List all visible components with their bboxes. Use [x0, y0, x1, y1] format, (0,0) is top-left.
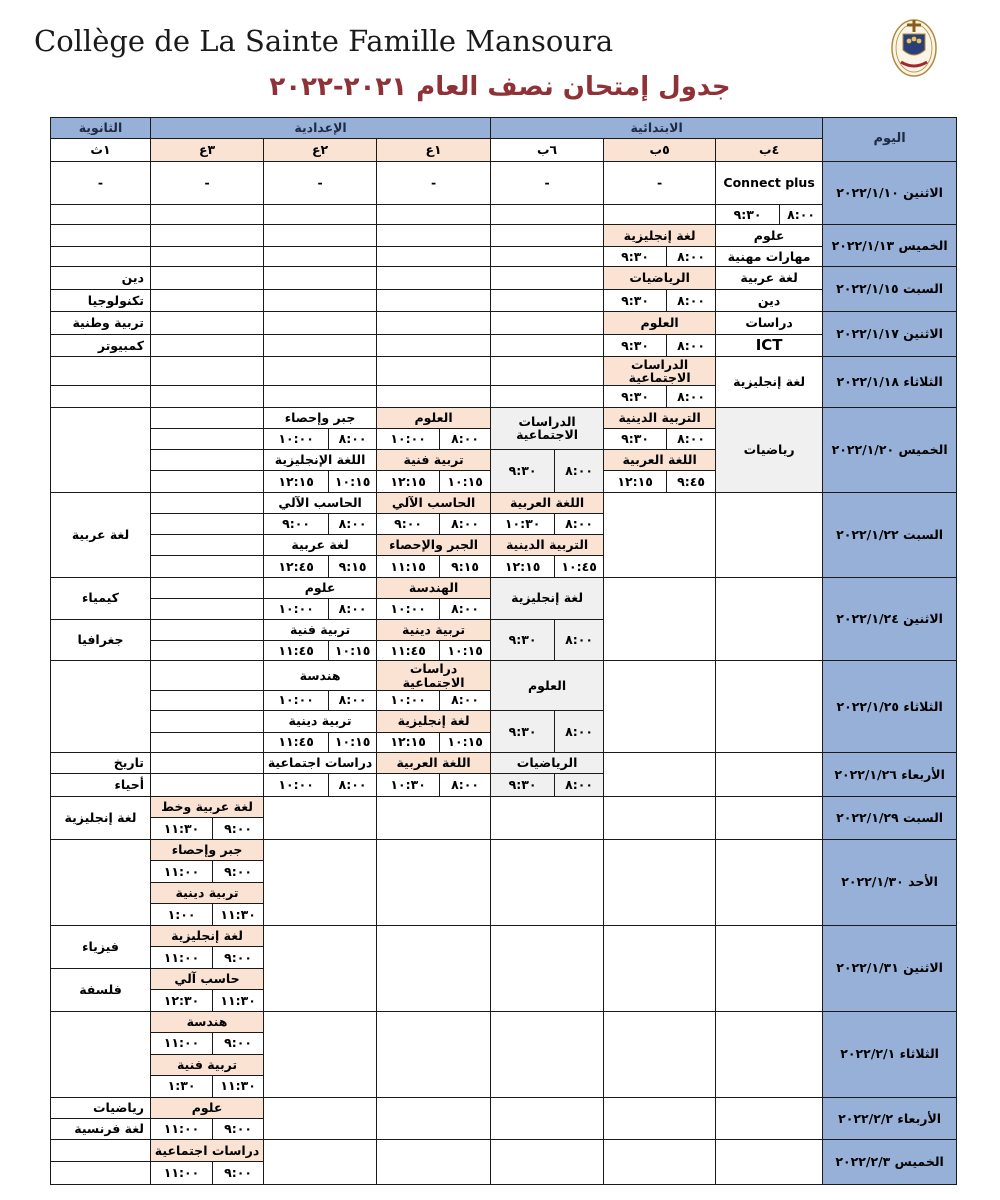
day-label: الأربعاء ٢٠٢٢/١/٢٦: [823, 752, 957, 796]
cell-time: ١٠:٠٠: [264, 599, 329, 619]
cell-subject: الرياضيات: [491, 752, 604, 773]
cell-time: ٨:٠٠: [667, 246, 716, 266]
cell-empty: [264, 925, 377, 1011]
cell-time: ٩:٠٠: [213, 818, 264, 839]
cell-empty: [377, 839, 491, 925]
day-label: الخميس ٢٠٢٢/١/١٣: [823, 225, 957, 267]
cell-time: ١١:٣٠: [213, 1076, 264, 1097]
cell-empty: [51, 204, 151, 224]
cell-empty: [377, 334, 491, 357]
cell-time: ٩:٣٠: [604, 246, 667, 266]
cell-empty: [264, 289, 377, 312]
cell-empty: [151, 225, 264, 246]
cell-empty: [491, 334, 604, 357]
cell-subject: التربية الدينية: [491, 534, 604, 555]
cell-time: ١٢:٤٥: [264, 556, 329, 577]
cell-time: ٨:٠٠: [329, 690, 377, 710]
cell-time: ٩:٤٥: [667, 471, 716, 492]
cell-time: ٨:٠٠: [780, 204, 823, 224]
cell-subject: دراسات اجتماعية: [151, 1140, 264, 1161]
cell-subject: تكنولوجيا: [51, 289, 151, 312]
cell-time: ١١:٠٠: [151, 1118, 213, 1139]
cell-empty: [151, 357, 264, 386]
day-label: الخميس ٢٠٢٢/٢/٣: [823, 1140, 957, 1185]
cell-time: ١٠:١٥: [329, 732, 377, 752]
cell-empty: [491, 246, 604, 266]
cell-dash: -: [151, 161, 264, 204]
grade-header-6b: ٦ب: [491, 139, 604, 162]
cell-empty: [264, 386, 377, 407]
cell-subject: جبر وإحصاء: [264, 407, 377, 428]
cell-time: ١٠:١٥: [329, 641, 377, 661]
cell-subject: تربية دينية: [264, 711, 377, 732]
cell-time: ٨:٠٠: [440, 690, 491, 710]
cell-time: ١٢:١٥: [491, 556, 555, 577]
cell-time: ١١:٤٥: [264, 732, 329, 752]
cell-subject: الحاسب الآلي: [264, 492, 377, 513]
day-column-header: اليوم: [823, 118, 957, 162]
cell-subject: دين: [51, 267, 151, 290]
cell-time: ٨:٠٠: [440, 774, 491, 797]
cell-time: ١٢:٣٠: [151, 990, 213, 1011]
school-name: Collège de La Sainte Famille Mansoura: [34, 24, 614, 58]
cell-empty: [151, 312, 264, 335]
cell-empty: [151, 711, 264, 732]
cell-time: ١٠:١٥: [329, 471, 377, 492]
cell-empty: [377, 386, 491, 407]
cell-time: ١٠:٣٠: [377, 774, 440, 797]
cell-empty: [151, 690, 264, 710]
cell-empty: [716, 1011, 823, 1097]
cell-subject: الرياضيات: [604, 267, 716, 290]
cell-subject: هندسة: [151, 1011, 264, 1032]
day-label: الاثنين ٢٠٢٢/١/١٧: [823, 312, 957, 357]
day-label: الأربعاء ٢٠٢٢/٢/٢: [823, 1097, 957, 1140]
cell-subject: دراسات اجتماعية: [264, 752, 377, 773]
cell-time: ٨:٠٠: [555, 449, 604, 492]
cell-empty: [377, 267, 491, 290]
cell-subject: تربية دينية: [151, 882, 264, 903]
grade-header-4b: ٤ب: [716, 139, 823, 162]
cell-time: ١٠:٠٠: [264, 429, 329, 449]
cell-time: ٩:٠٠: [213, 947, 264, 968]
cell-subject: رياضيات: [51, 1097, 151, 1118]
cell-subject: اللغة العربية: [604, 449, 716, 470]
cell-time: ١٠:١٥: [440, 641, 491, 661]
cell-empty: [264, 839, 377, 925]
cell-empty: [51, 407, 151, 492]
cell-empty: [377, 312, 491, 335]
cell-time: ٩:٣٠: [491, 711, 555, 753]
cell-empty: [491, 267, 604, 290]
cell-empty: [491, 312, 604, 335]
cell-time: ١١:٠٠: [151, 1033, 213, 1054]
cell-empty: [604, 204, 716, 224]
cell-empty: [604, 661, 716, 753]
cell-empty: [491, 1011, 604, 1097]
cell-empty: [491, 386, 604, 407]
cell-empty: [377, 225, 491, 246]
cell-empty: [716, 1140, 823, 1185]
cell-empty: [716, 752, 823, 796]
cell-subject: كيمياء: [51, 577, 151, 619]
cell-time: ١٠:٠٠: [377, 429, 440, 449]
cell-subject: الدراسات الاجتماعية: [604, 357, 716, 386]
cell-empty: [491, 839, 604, 925]
cell-time: ٩:٣٠: [604, 334, 667, 357]
cell-subject: رياضيات: [716, 407, 823, 492]
cell-time: ١٢:١٥: [377, 732, 440, 752]
grade-header-5b: ٥ب: [604, 139, 716, 162]
cell-time: ١٠:٤٥: [555, 556, 604, 577]
stage-header-secondary: الثانوية: [51, 118, 151, 139]
cell-time: ٨:٠٠: [440, 429, 491, 449]
cell-time: ٨:٠٠: [555, 514, 604, 534]
cell-empty: [377, 246, 491, 266]
cell-empty: [377, 1097, 491, 1140]
day-label: الثلاثاء ٢٠٢٢/١/٢٥: [823, 661, 957, 753]
cell-time: ١٠:٠٠: [377, 599, 440, 619]
cell-time: ٨:٠٠: [329, 429, 377, 449]
cell-time: ١١:٤٥: [377, 641, 440, 661]
cell-empty: [377, 357, 491, 386]
cell-subject: الهندسة: [377, 577, 491, 598]
cell-subject: كمبيوتر: [51, 334, 151, 357]
cell-time: ١١:٤٥: [264, 641, 329, 661]
cell-empty: [151, 449, 264, 470]
cell-empty: [264, 796, 377, 839]
cell-empty: [264, 225, 377, 246]
day-label: الأحد ٢٠٢٢/١/٣٠: [823, 839, 957, 925]
cell-subject: حاسب آلي: [151, 968, 264, 989]
cell-subject: تربية فنية: [264, 619, 377, 640]
cell-empty: [151, 534, 264, 555]
cell-time: ٨:٠٠: [667, 429, 716, 449]
cell-subject: دين: [716, 289, 823, 312]
cell-empty: [491, 925, 604, 1011]
cell-empty: [264, 1097, 377, 1140]
cell-subject: لغة عربية وخط: [151, 796, 264, 817]
cell-subject: العلوم: [604, 312, 716, 335]
grade-header-1s: ١ث: [51, 139, 151, 162]
cell-empty: [604, 1140, 716, 1185]
cell-empty: [491, 204, 604, 224]
day-label: السبت ٢٠٢٢/١/٢٢: [823, 492, 957, 577]
cell-empty: [604, 577, 716, 661]
cell-subject: Connect plus: [716, 161, 823, 204]
cell-empty: [151, 556, 264, 577]
cell-empty: [151, 407, 264, 428]
cell-subject: ICT: [716, 334, 823, 357]
grade-header-1p: ١ع: [377, 139, 491, 162]
cell-empty: [377, 289, 491, 312]
cell-subject: الدراسات الاجتماعية: [491, 407, 604, 449]
cell-time: ٩:٠٠: [213, 1161, 264, 1184]
cell-time: ٩:٣٠: [716, 204, 780, 224]
cell-empty: [604, 752, 716, 796]
cell-empty: [264, 334, 377, 357]
cell-empty: [151, 204, 264, 224]
cell-time: ١٠:١٥: [440, 732, 491, 752]
cell-time: ٨:٠٠: [329, 514, 377, 534]
cell-empty: [51, 357, 151, 386]
cell-empty: [151, 386, 264, 407]
cell-empty: [51, 1161, 151, 1184]
cell-time: ٨:٠٠: [440, 599, 491, 619]
cell-time: ٩:٣٠: [604, 429, 667, 449]
cell-empty: [491, 1097, 604, 1140]
cell-empty: [51, 839, 151, 925]
cell-time: ١١:٠٠: [151, 947, 213, 968]
cell-empty: [151, 429, 264, 449]
cell-empty: [716, 661, 823, 753]
cell-empty: [264, 204, 377, 224]
cell-empty: [491, 1140, 604, 1185]
cell-time: ٩:٣٠: [491, 619, 555, 661]
cell-empty: [51, 661, 151, 753]
cell-empty: [491, 225, 604, 246]
cell-subject: التربية الدينية: [604, 407, 716, 428]
cell-time: ٨:٠٠: [440, 514, 491, 534]
cell-subject: دراسات الاجتماعية: [377, 661, 491, 690]
day-label: الاثنين ٢٠٢٢/١/٣١: [823, 925, 957, 1011]
cell-empty: [264, 357, 377, 386]
cell-empty: [491, 289, 604, 312]
cell-subject: العلوم: [377, 407, 491, 428]
cell-subject: فيزياء: [51, 925, 151, 968]
cell-subject: أحياء: [51, 774, 151, 797]
cell-empty: [51, 386, 151, 407]
cell-empty: [716, 1097, 823, 1140]
cell-time: ٨:٠٠: [329, 599, 377, 619]
cell-empty: [51, 246, 151, 266]
cell-time: ٨:٠٠: [667, 386, 716, 407]
day-label: السبت ٢٠٢٢/١/٢٩: [823, 796, 957, 839]
cell-subject: العلوم: [491, 661, 604, 711]
cell-time: ١٠:١٥: [440, 471, 491, 492]
cell-subject: علوم: [264, 577, 377, 598]
cell-time: ٩:١٥: [329, 556, 377, 577]
page-title: جدول إمتحان نصف العام ٢٠٢١-٢٠٢٢: [269, 72, 731, 102]
cell-empty: [604, 492, 716, 577]
cell-empty: [151, 492, 264, 513]
cell-time: ١١:٣٠: [213, 904, 264, 925]
cell-dash: -: [491, 161, 604, 204]
cell-empty: [151, 577, 264, 598]
cell-subject: لغة فرنسية: [51, 1118, 151, 1139]
cell-subject: اللغة العربية: [377, 752, 491, 773]
cell-subject: الجبر والإحصاء: [377, 534, 491, 555]
cell-time: ١١:٣٠: [151, 818, 213, 839]
cell-subject: تربية فنية: [151, 1054, 264, 1075]
cell-time: ١:٠٠: [151, 904, 213, 925]
cell-time: ١٢:١٥: [377, 471, 440, 492]
cell-time: ٨:٠٠: [555, 711, 604, 753]
cell-subject: لغة إنجليزية: [51, 796, 151, 839]
cell-subject: تربية وطنية: [51, 312, 151, 335]
cell-empty: [716, 839, 823, 925]
day-label: السبت ٢٠٢٢/١/١٥: [823, 267, 957, 312]
day-label: الاثنين ٢٠٢٢/١/٢٤: [823, 577, 957, 661]
cell-subject: تربية فنية: [377, 449, 491, 470]
cell-empty: [151, 246, 264, 266]
cell-empty: [151, 514, 264, 534]
cell-empty: [491, 357, 604, 386]
day-label: الثلاثاء ٢٠٢٢/٢/١: [823, 1011, 957, 1097]
cell-time: ٨:٠٠: [555, 619, 604, 661]
cell-subject: لغة إنجليزية: [604, 225, 716, 246]
cell-empty: [264, 312, 377, 335]
cell-empty: [151, 732, 264, 752]
cell-empty: [716, 925, 823, 1011]
cell-empty: [491, 796, 604, 839]
cell-time: ٩:٣٠: [604, 289, 667, 312]
cell-subject: لغة إنجليزية: [716, 357, 823, 408]
cell-subject: مهارات مهنية: [716, 246, 823, 266]
cell-time: ١٢:١٥: [264, 471, 329, 492]
cell-empty: [151, 752, 264, 773]
cell-time: ٩:١٥: [440, 556, 491, 577]
cell-empty: [151, 641, 264, 661]
stage-header-primary: الابتدائية: [491, 118, 823, 139]
cell-subject: جبر وإحصاء: [151, 839, 264, 860]
cell-time: ١١:٠٠: [151, 1161, 213, 1184]
cell-empty: [377, 796, 491, 839]
cell-empty: [151, 774, 264, 797]
cell-empty: [264, 1011, 377, 1097]
cell-empty: [264, 267, 377, 290]
cell-empty: [151, 471, 264, 492]
cell-time: ٨:٠٠: [555, 774, 604, 797]
stage-header-preparatory: الإعدادية: [151, 118, 491, 139]
cell-subject: لغة عربية: [716, 267, 823, 290]
day-label: الثلاثاء ٢٠٢٢/١/١٨: [823, 357, 957, 408]
cell-time: ١:٣٠: [151, 1076, 213, 1097]
cell-empty: [716, 577, 823, 661]
cell-time: ١١:١٥: [377, 556, 440, 577]
cell-empty: [377, 1140, 491, 1185]
cell-empty: [377, 204, 491, 224]
cell-dash: -: [604, 161, 716, 204]
cell-subject: جغرافيا: [51, 619, 151, 661]
cell-time: ٩:٠٠: [264, 514, 329, 534]
exam-timetable: [50, 117, 957, 1185]
cell-empty: [604, 839, 716, 925]
cell-time: ٩:٠٠: [213, 861, 264, 882]
cell-time: ١٠:٣٠: [491, 514, 555, 534]
cell-time: ١١:٠٠: [151, 861, 213, 882]
cell-time: ٩:٠٠: [377, 514, 440, 534]
cell-time: ٨:٠٠: [667, 334, 716, 357]
cell-time: ٨:٠٠: [329, 774, 377, 797]
cell-time: ١٠:٠٠: [377, 690, 440, 710]
cell-empty: [264, 1140, 377, 1185]
cell-empty: [604, 1097, 716, 1140]
cell-empty: [604, 1011, 716, 1097]
cell-dash: -: [377, 161, 491, 204]
cell-time: ١٠:٠٠: [264, 774, 329, 797]
day-label: الاثنين ٢٠٢٢/١/١٠: [823, 161, 957, 224]
cell-time: ٩:٠٠: [213, 1033, 264, 1054]
cell-time: ٩:٣٠: [604, 386, 667, 407]
cell-empty: [51, 1011, 151, 1097]
cell-empty: [151, 599, 264, 619]
cell-empty: [377, 925, 491, 1011]
cell-subject: علوم: [716, 225, 823, 246]
cell-empty: [604, 925, 716, 1011]
cell-subject: تاريخ: [51, 752, 151, 773]
cell-empty: [716, 492, 823, 577]
cell-subject: اللغة الإنجليزية: [264, 449, 377, 470]
cell-empty: [604, 796, 716, 839]
cell-empty: [151, 334, 264, 357]
cell-empty: [151, 289, 264, 312]
cell-dash: -: [264, 161, 377, 204]
cell-subject: لغة إنجليزية: [491, 577, 604, 619]
cell-empty: [716, 796, 823, 839]
cell-subject: هندسة: [264, 661, 377, 690]
cell-empty: [51, 225, 151, 246]
cell-time: ١٠:٠٠: [264, 690, 329, 710]
cell-subject: فلسفة: [51, 968, 151, 1011]
grade-header-3p: ٣ع: [151, 139, 264, 162]
cell-subject: لغة إنجليزية: [151, 925, 264, 946]
cell-empty: [264, 246, 377, 266]
cell-empty: [151, 619, 264, 640]
cell-time: ٨:٠٠: [667, 289, 716, 312]
cell-subject: لغة إنجليزية: [377, 711, 491, 732]
cell-time: ٩:٠٠: [213, 1118, 264, 1139]
cell-time: ٩:٣٠: [491, 774, 555, 797]
cell-empty: [151, 661, 264, 690]
cell-subject: تربية دينية: [377, 619, 491, 640]
cell-subject: دراسات: [716, 312, 823, 335]
cell-time: ١١:٣٠: [213, 990, 264, 1011]
cell-time: ١٢:١٥: [604, 471, 667, 492]
cell-dash: -: [51, 161, 151, 204]
cell-subject: علوم: [151, 1097, 264, 1118]
cell-subject: لغة عربية: [264, 534, 377, 555]
day-label: الخميس ٢٠٢٢/١/٢٠: [823, 407, 957, 492]
cell-empty: [151, 267, 264, 290]
cell-subject: اللغة العربية: [491, 492, 604, 513]
cell-empty: [377, 1011, 491, 1097]
cell-subject: لغة عربية: [51, 492, 151, 577]
cell-empty: [51, 1140, 151, 1161]
grade-header-2p: ٢ع: [264, 139, 377, 162]
cell-time: ٩:٣٠: [491, 449, 555, 492]
cell-subject: الحاسب الآلي: [377, 492, 491, 513]
school-crest-logo: [888, 14, 940, 80]
